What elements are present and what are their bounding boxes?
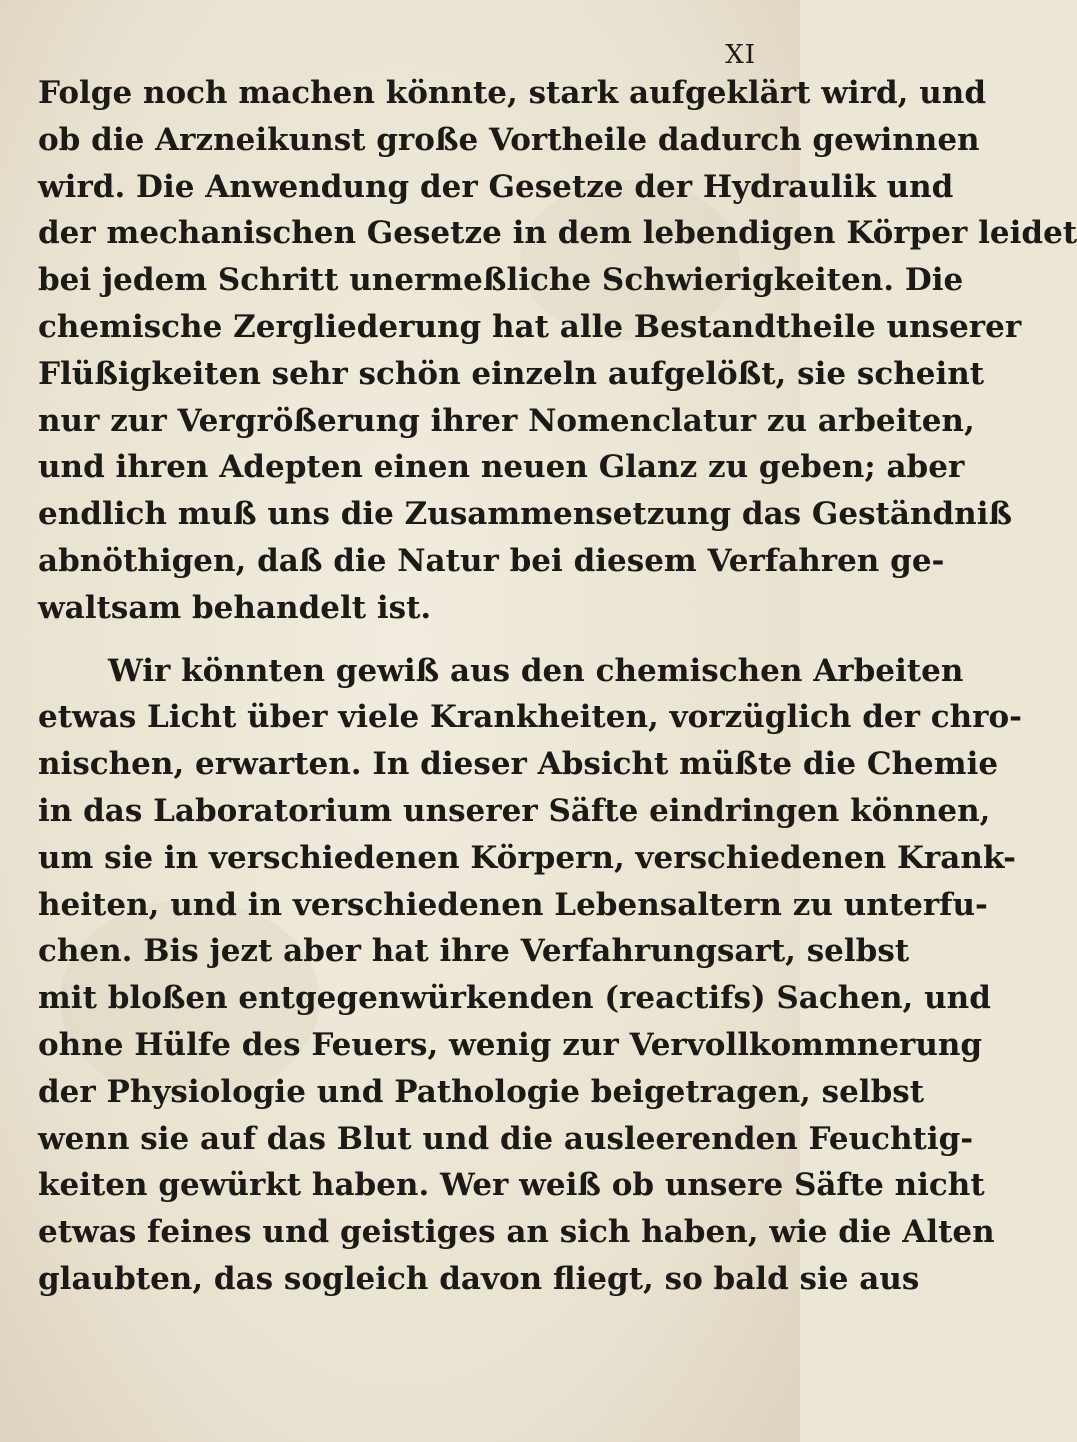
paragraph-1 — [38, 70, 1077, 632]
text-line: wird. Die Anwendung der Gesetze der Hydraulik und — [38, 168, 954, 205]
text-line: etwas Licht über viele Krankheiten, vorzüglich der chro- — [38, 699, 1023, 736]
text-line: waltsam behandelt ist. — [38, 589, 432, 626]
text-line: mit bloßen entgegenwürkenden (reactifs) Sachen, und — [38, 980, 991, 1017]
text-line: chemische Zergliederung hat alle Bestandtheile unserer — [38, 308, 1022, 345]
text-line: bei jedem Schritt unermeßliche Schwierigkeiten. Die — [38, 262, 964, 299]
text-line: endlich muß uns die Zusammensetzung das Geständniß — [38, 496, 1013, 533]
text-line: etwas feines und geistiges an sich haben, wie die Alten — [38, 1214, 995, 1251]
text-line: Folge noch machen könnte, stark aufgeklärt wird, und — [38, 75, 987, 111]
text-line: nur zur Vergrößerung ihrer Nomenclatur zu arbeiten, — [38, 402, 975, 439]
text-line: der mechanischen Gesetze in dem lebendigen Körper leidet — [38, 215, 1077, 252]
text-line: in das Laboratorium unserer Säfte eindringen können, — [38, 792, 991, 829]
text-line: chen. Bis jezt aber hat ihre Verfahrungsart, selbst — [38, 933, 910, 970]
text-line: um sie in verschiedenen Körpern, verschiedenen Krank- — [38, 839, 1016, 876]
text-line: abnöthigen, daß die Natur bei diesem Verfahren ge- — [38, 542, 945, 579]
text-line: keiten gewürkt haben. Wer weiß ob unsere Säfte nicht — [38, 1167, 985, 1204]
text-line: und ihren Adepten einen neuen Glanz zu geben; aber — [38, 449, 965, 486]
text-line: ohne Hülfe des Feuers, wenig zur Vervollkommnerung — [38, 1026, 983, 1063]
text-line: Flüßigkeiten sehr schön einzeln aufgelößt, sie scheint — [38, 355, 985, 392]
text-line: heiten, und in verschiedenen Lebensaltern zu unterfu- — [38, 886, 988, 923]
text-line: nischen, erwarten. In dieser Absicht müßte die Chemie — [38, 746, 999, 783]
body-text — [38, 70, 1077, 1303]
text-line: glaubten, das sogleich davon fliegt, so bald sie aus — [38, 1260, 920, 1297]
text-line: Wir könnten gewiß aus den chemischen Arbeiten — [108, 652, 964, 689]
page-number: XI — [725, 40, 756, 70]
paragraph-2 — [38, 648, 1023, 1303]
text-line: wenn sie auf das Blut und die ausleerenden Feuchtig- — [38, 1120, 974, 1157]
text-line: ob die Arzneikunst große Vortheile dadurch gewinnen — [38, 121, 980, 158]
text-line: der Physiologie und Pathologie beigetragen, selbst — [38, 1073, 925, 1110]
